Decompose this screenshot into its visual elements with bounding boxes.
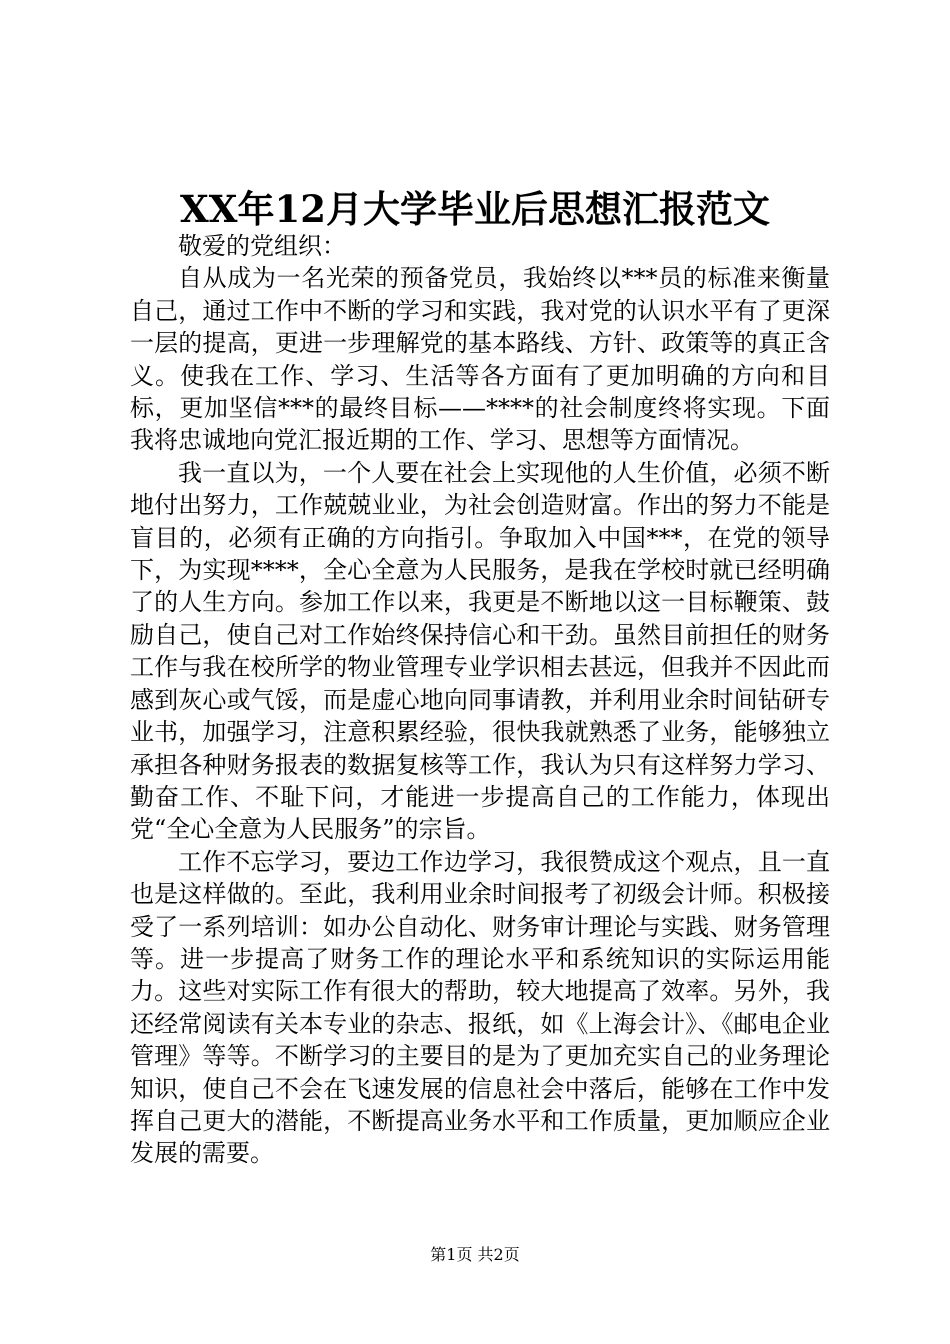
- paragraph: 我一直以为，一个人要在社会上实现他的人生价值，必须不断地付出努力，工作兢兢业业，为社会创造财富。作出的努力不能是盲目的，必须有正确的方向指引。争取加入中国***，在党的领导下，为实现****，全心全意为人民服务，是我在学校时就已经明确了的人生方向。参加工作以来，我更是不断地以这一目标鞭策、鼓励自己，使自己对工作始终保持信心和干劲。虽然目前担任的财务工作与我在校所学的物业管理专业学识相去甚远，但我并不因此而感到灰心或气馁，而是虚心地向同事请教，并利用业余时间钻研专业书，加强学习，注意积累经验，很快我就熟悉了业务，能够独立承担各种财务报表的数据复核等工作，我认为只有这样努力学习、勤奋工作、不耻下问，才能进一步提高自己的工作能力，体现出党“全心全意为人民服务”的宗旨。: [130, 458, 830, 844]
- paragraph: 自从成为一名光荣的预备党员，我始终以***员的标准来衡量自己，通过工作中不断的学习和实践，我对党的认识水平有了更深一层的提高，更进一步理解党的基本路线、方针、政策等的真正含义。使我在工作、学习、生活等各方面有了更加明确的方向和目标，更加坚信***的最终目标——****的社会制度终将实现。下面我将忠诚地向党汇报近期的工作、学习、思想等方面情况。: [130, 264, 830, 455]
- document-title: XX年12月大学毕业后思想汇报范文: [180, 187, 770, 231]
- page-number-footer: 第1页 共2页: [430, 1245, 520, 1264]
- paragraph: 工作不忘学习，要边工作边学习，我很赞成这个观点，且一直也是这样做的。至此，我利用业余时间报考了初级会计师。积极接受了一系列培训：如办公自动化、财务审计理论与实践、财务管理等。进一步提高了财务工作的理论水平和系统知识的实际运用能力。这些对实际工作有很大的帮助，较大地提高了效率。另外，我还经常阅读有关本专业的杂志、报纸，如《上海会计》、《邮电企业管理》等等。不断学习的主要目的是为了更加充实自己的业务理论知识，使自己不会在飞速发展的信息社会中落后，能够在工作中发挥自己更大的潜能，不断提高业务水平和工作质量，更加顺应企业发展的需要。: [130, 847, 830, 1168]
- salutation: 敬爱的党组织：: [178, 232, 346, 260]
- document-body: [130, 230, 830, 1170]
